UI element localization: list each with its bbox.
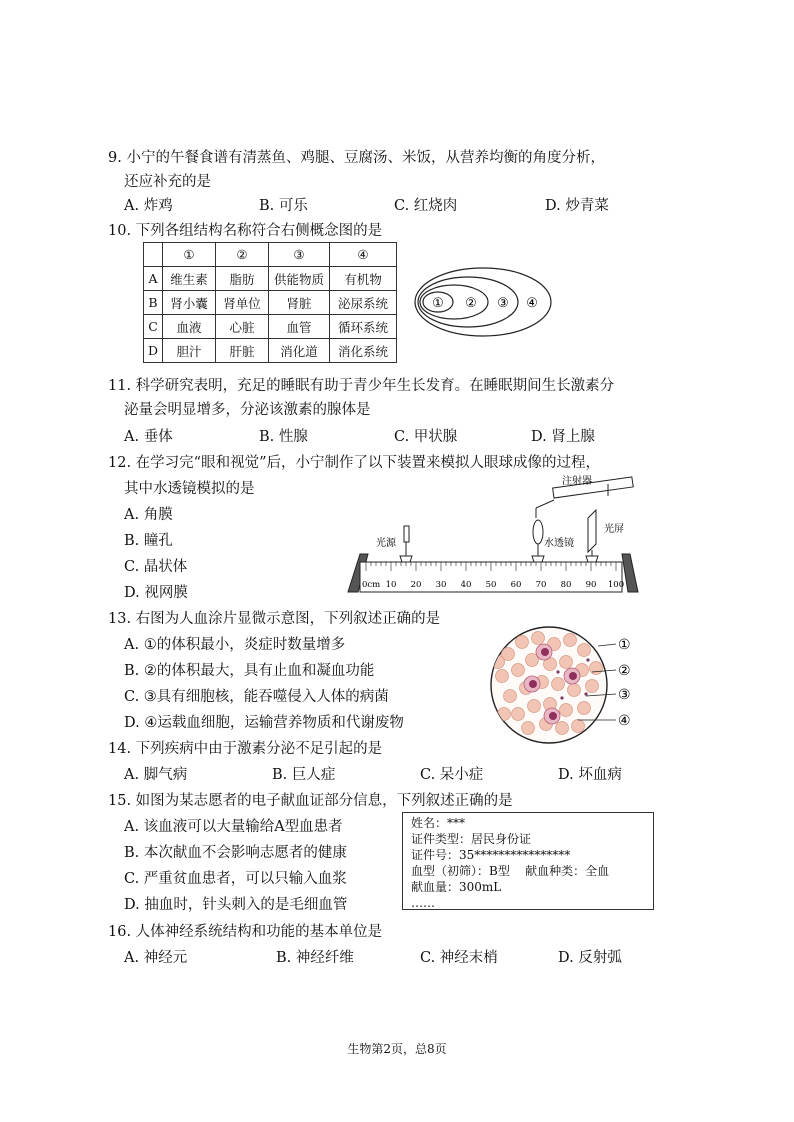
red-blood-cell: [496, 670, 509, 683]
cell-nucleus: [529, 680, 537, 688]
card-name: 姓名：***: [411, 816, 466, 830]
red-blood-cell: [498, 708, 511, 721]
red-blood-cell: [516, 636, 529, 649]
concept-diagram: [412, 262, 557, 342]
ruler-tick-label: 0cm: [362, 580, 381, 590]
red-blood-cell: [512, 708, 525, 721]
ruler-tick-label: 60: [510, 580, 522, 590]
table-cell: ④: [330, 243, 397, 267]
q11-option-b: B. 性腺: [259, 429, 308, 445]
q11-option-a: A. 垂体: [124, 429, 173, 445]
table-cell: 维生素: [163, 267, 216, 291]
table-cell: ①: [163, 243, 216, 267]
red-blood-cell: [552, 678, 565, 691]
q9-option-d: D. 炒青菜: [545, 198, 609, 214]
table-cell: 供能物质: [269, 267, 330, 291]
cell-nucleus: [541, 648, 549, 656]
q16-option-d: D. 反射弧: [558, 950, 622, 966]
eye-model-apparatus: [340, 474, 640, 602]
card-blood-type: 血型（初筛）：B型 献血种类：全血: [411, 864, 610, 878]
table-cell: 有机物: [330, 267, 397, 291]
red-blood-cell: [578, 702, 591, 715]
q12-option-c: C. 晶状体: [124, 559, 188, 575]
table-cell: 肾小囊: [163, 291, 216, 315]
q11-stem-line2: 泌量会明显增多，分泌该激素的腺体是: [124, 402, 371, 418]
q9-option-a: A. 炸鸡: [124, 198, 173, 214]
table-cell: 血液: [163, 315, 216, 339]
table-cell: 心脏: [216, 315, 269, 339]
q15-option-b: B. 本次献血不会影响志愿者的健康: [124, 845, 347, 861]
table-row: [144, 315, 397, 339]
card-ellipsis: ……: [411, 896, 435, 910]
q11-option-c: C. 甲状腺: [394, 429, 458, 445]
cell-nucleus: [569, 672, 577, 680]
table-cell: 肝脏: [216, 339, 269, 363]
ruler-tick-label: 20: [410, 580, 422, 590]
q9-stem-line2: 还应补充的是: [124, 174, 211, 190]
q14-option-c: C. 呆小症: [420, 767, 484, 783]
smear-label-2: ②: [618, 663, 631, 679]
table-cell: 脂肪: [216, 267, 269, 291]
blood-smear-illustration: [488, 624, 638, 746]
light-source-label: 光源: [376, 538, 396, 549]
red-blood-cell: [522, 722, 535, 735]
table-row: [144, 339, 397, 363]
red-blood-cell: [578, 644, 591, 657]
platelet: [584, 692, 587, 695]
table-cell: 消化道: [269, 339, 330, 363]
q14-option-b: B. 巨人症: [272, 767, 336, 783]
table-cell: 泌尿系统: [330, 291, 397, 315]
q13-option-a: A. ①的体积最小，炎症时数量增多: [124, 637, 346, 653]
red-blood-cell: [556, 722, 569, 735]
q15-option-a: A. 该血液可以大量输给A型血患者: [124, 819, 343, 835]
table-row: [144, 291, 397, 315]
table-cell: ③: [269, 243, 330, 267]
red-blood-cell: [504, 690, 517, 703]
q15-option-c: C. 严重贫血患者，可以只输入血浆: [124, 871, 347, 887]
table-row: [144, 267, 397, 291]
ruler-tick-label: 90: [585, 580, 597, 590]
table-row: [144, 243, 397, 267]
table-cell: 胆汁: [163, 339, 216, 363]
q12-stem-line2: 其中水透镜模拟的是: [124, 481, 255, 497]
ruler-tick-label: 30: [435, 580, 447, 590]
cell-nucleus: [549, 712, 557, 720]
q11-option-d: D. 肾上腺: [531, 429, 595, 445]
water-lens-label: 水透镜: [544, 538, 574, 549]
q14-option-d: D. 坏血病: [558, 767, 622, 783]
red-blood-cell: [568, 684, 581, 697]
q10-table: [143, 242, 397, 363]
q13-option-b: B. ②的体积最大，具有止血和凝血功能: [124, 663, 375, 679]
platelet: [586, 658, 589, 661]
q12-option-b: B. 瞳孔: [124, 533, 173, 549]
concept-label-2: ②: [465, 296, 477, 311]
platelet: [560, 696, 563, 699]
table-cell: D: [144, 339, 163, 363]
concept-label-3: ③: [497, 296, 509, 311]
red-blood-cell: [590, 662, 603, 675]
q9-option-c: C. 红烧肉: [394, 198, 458, 214]
table-cell: ②: [216, 243, 269, 267]
red-blood-cell: [564, 634, 577, 647]
ruler-tick-label: 70: [535, 580, 547, 590]
table-cell: 肾单位: [216, 291, 269, 315]
table-cell: B: [144, 291, 163, 315]
syringe-label: 注射器: [562, 476, 592, 487]
q15-stem: 15. 如图为某志愿者的电子献血证部分信息，下列叙述正确的是: [108, 793, 513, 809]
ruler-tick-label: 80: [560, 580, 572, 590]
table-cell: C: [144, 315, 163, 339]
water-lens-illustration: [532, 520, 544, 562]
red-blood-cell: [528, 700, 541, 713]
table-cell: A: [144, 267, 163, 291]
red-blood-cell: [560, 656, 573, 669]
q10-stem: 10. 下列各组结构名称符合右侧概念图的是: [108, 223, 383, 239]
q14-stem: 14. 下列疾病中由于激素分泌不足引起的是: [108, 741, 383, 757]
table-cell: [144, 243, 163, 267]
concept-label-4: ④: [526, 296, 538, 311]
table-cell: 循环系统: [330, 315, 397, 339]
q9-stem-line1: 9. 小宁的午餐食谱有清蒸鱼、鸡腿、豆腐汤、米饭，从营养均衡的角度分析，: [108, 150, 605, 166]
q12-option-a: A. 角膜: [124, 507, 173, 523]
card-id-number: 证件号：35****************: [411, 848, 571, 862]
q14-option-a: A. 脚气病: [124, 767, 188, 783]
red-blood-cell: [560, 704, 573, 717]
table-cell: 血管: [269, 315, 330, 339]
blood-donation-card: [402, 812, 654, 910]
concept-label-1: ①: [432, 296, 444, 311]
card-id-type: 证件类型：居民身份证: [411, 832, 532, 846]
q13-option-c: C. ③具有细胞核，能吞噬侵入人体的病菌: [124, 689, 389, 705]
smear-label-1: ①: [618, 637, 631, 653]
q9-option-b: B. 可乐: [259, 198, 308, 214]
red-blood-cell: [586, 680, 599, 693]
q12-stem-line1: 12. 在学习完“眼和视觉”后，小宁制作了以下装置来模拟人眼球成像的过程，: [108, 455, 600, 471]
q11-stem-line1: 11. 科学研究表明，充足的睡眠有助于青少年生长发育。在睡眠期间生长激素分: [108, 378, 615, 394]
ruler-tick-label: 50: [485, 580, 497, 590]
ruler-tick-label: 10: [385, 580, 397, 590]
red-blood-cell: [572, 720, 585, 733]
table-cell: 消化系统: [330, 339, 397, 363]
table-cell: 肾脏: [269, 291, 330, 315]
screen-label: 光屏: [604, 524, 624, 535]
card-volume: 献血量：300mL: [411, 880, 502, 894]
screen-illustration: [586, 510, 598, 562]
q13-option-d: D. ④运载血细胞，运输营养物质和代谢废物: [124, 715, 404, 731]
red-blood-cell: [512, 664, 525, 677]
smear-label-4: ④: [618, 713, 631, 729]
ruler-tick-label: 100: [607, 580, 625, 590]
q12-option-d: D. 视网膜: [124, 585, 188, 601]
page-footer: 生物第2页，总8页: [347, 1042, 447, 1056]
ruler-tick-label: 40: [460, 580, 472, 590]
q15-option-d: D. 抽血时，针头刺入的是毛细血管: [124, 897, 348, 913]
q16-stem: 16. 人体神经系统结构和功能的基本单位是: [108, 924, 383, 940]
smear-label-3: ③: [618, 687, 631, 703]
q13-stem: 13. 右图为人血涂片显微示意图，下列叙述正确的是: [108, 611, 441, 627]
q16-option-b: B. 神经纤维: [276, 950, 354, 966]
q16-option-c: C. 神经末梢: [420, 950, 498, 966]
right-stand: [622, 554, 638, 592]
red-blood-cell: [532, 632, 545, 645]
q16-option-a: A. 神经元: [124, 950, 188, 966]
platelet: [556, 670, 559, 673]
light-source-illustration: [400, 526, 412, 562]
